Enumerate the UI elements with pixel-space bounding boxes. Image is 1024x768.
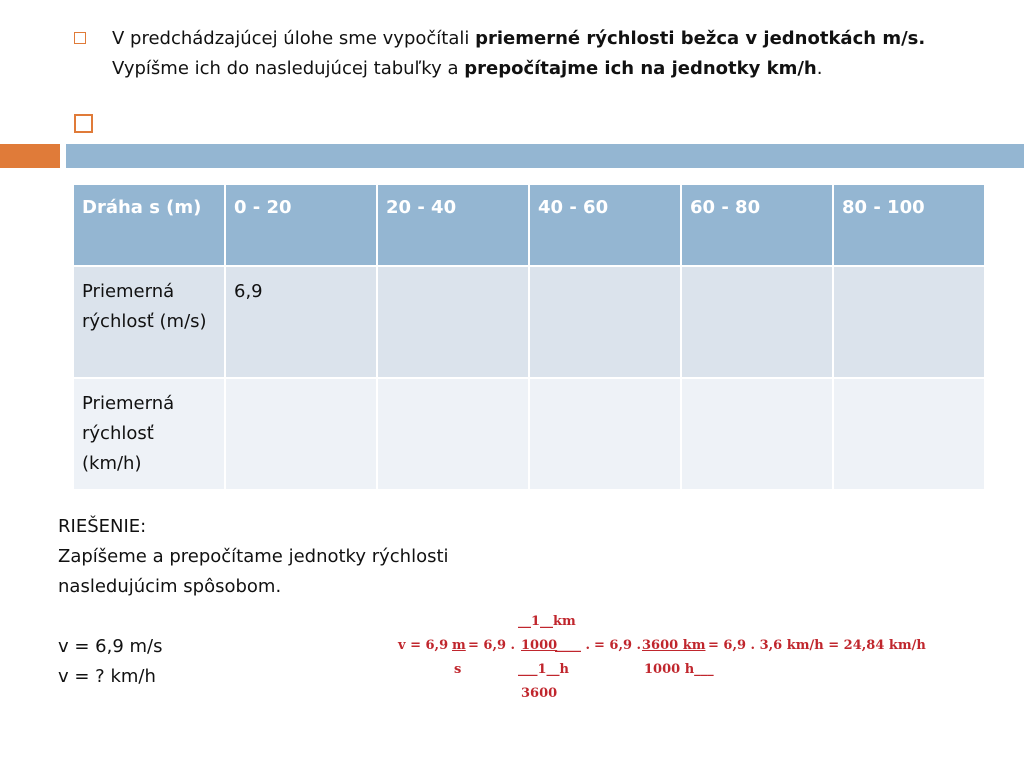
table-row — [73, 266, 985, 378]
accent-band-blue — [66, 144, 1024, 168]
formula-den-1000: 1000 — [521, 638, 558, 653]
formula-numerator-km: __1__km — [518, 614, 576, 629]
conversion-formula — [398, 612, 928, 704]
intro-text-1: V predchádzajúcej úlohe sme vypočítali — [112, 28, 476, 49]
table-cell — [377, 266, 529, 378]
table-header-cell: 80 - 100 — [833, 184, 985, 266]
equation-line: v = 6,9 m/s — [58, 636, 163, 657]
bullet-icon — [74, 32, 86, 44]
solution-line: nasledujúcim spôsobom. — [58, 576, 282, 597]
table-cell — [681, 378, 833, 490]
formula-numerator-h: ___1__h — [518, 662, 569, 677]
table-cell — [833, 378, 985, 490]
formula-s: s — [454, 662, 462, 677]
solution-heading: RIEŠENIE: — [58, 516, 147, 537]
formula-main-e: = 6,9 . 3,6 km/h = 24,84 km/h — [708, 638, 926, 653]
table-header-cell: 0 - 20 — [225, 184, 377, 266]
table-cell: 6,9 — [225, 266, 377, 378]
intro-paragraph — [112, 24, 952, 84]
formula-main-b: = 6,9 . — [468, 638, 516, 653]
formula-main-d: 3600 km — [642, 638, 706, 653]
accent-band-orange — [0, 144, 60, 168]
formula-main-a: v = 6,9 — [398, 638, 449, 653]
table-header-cell: 20 - 40 — [377, 184, 529, 266]
equation-line: v = ? km/h — [58, 666, 156, 687]
table-header-row — [73, 184, 985, 266]
table-cell — [225, 378, 377, 490]
table-header-cell: 60 - 80 — [681, 184, 833, 266]
formula-den-3600: 3600 — [521, 686, 558, 701]
table-cell — [681, 266, 833, 378]
intro-text-2: Vypíšme ich do nasledujúcej tabuľky a — [112, 58, 465, 79]
formula-den-1000h: 1000 h___ — [644, 662, 714, 677]
intro-bold-1: priemerné rýchlosti bežca v jednotkách m/s. — [475, 28, 926, 49]
speed-table — [72, 183, 986, 491]
table-cell — [529, 266, 681, 378]
table-cell: Priemerná rýchlosť (m/s) — [73, 266, 225, 378]
intro-end: . — [816, 58, 823, 79]
intro-bold-2: prepočítajme ich na jednotky km/h — [464, 58, 817, 79]
table-cell — [833, 266, 985, 378]
table-cell — [377, 378, 529, 490]
formula-main-m: m — [452, 638, 466, 653]
table-header-cell: 40 - 60 — [529, 184, 681, 266]
formula-den-tail: ____ . — [555, 638, 591, 653]
formula-main-c: = 6,9 . — [594, 638, 642, 653]
table-cell: Priemerná rýchlosť (km/h) — [73, 378, 225, 490]
table-row — [73, 378, 985, 490]
table-cell — [529, 378, 681, 490]
solution-line: Zapíšeme a prepočítame jednotky rýchlosti — [58, 546, 449, 567]
empty-bullet-icon — [74, 114, 93, 133]
table-header-cell: Dráha s (m) — [73, 184, 225, 266]
